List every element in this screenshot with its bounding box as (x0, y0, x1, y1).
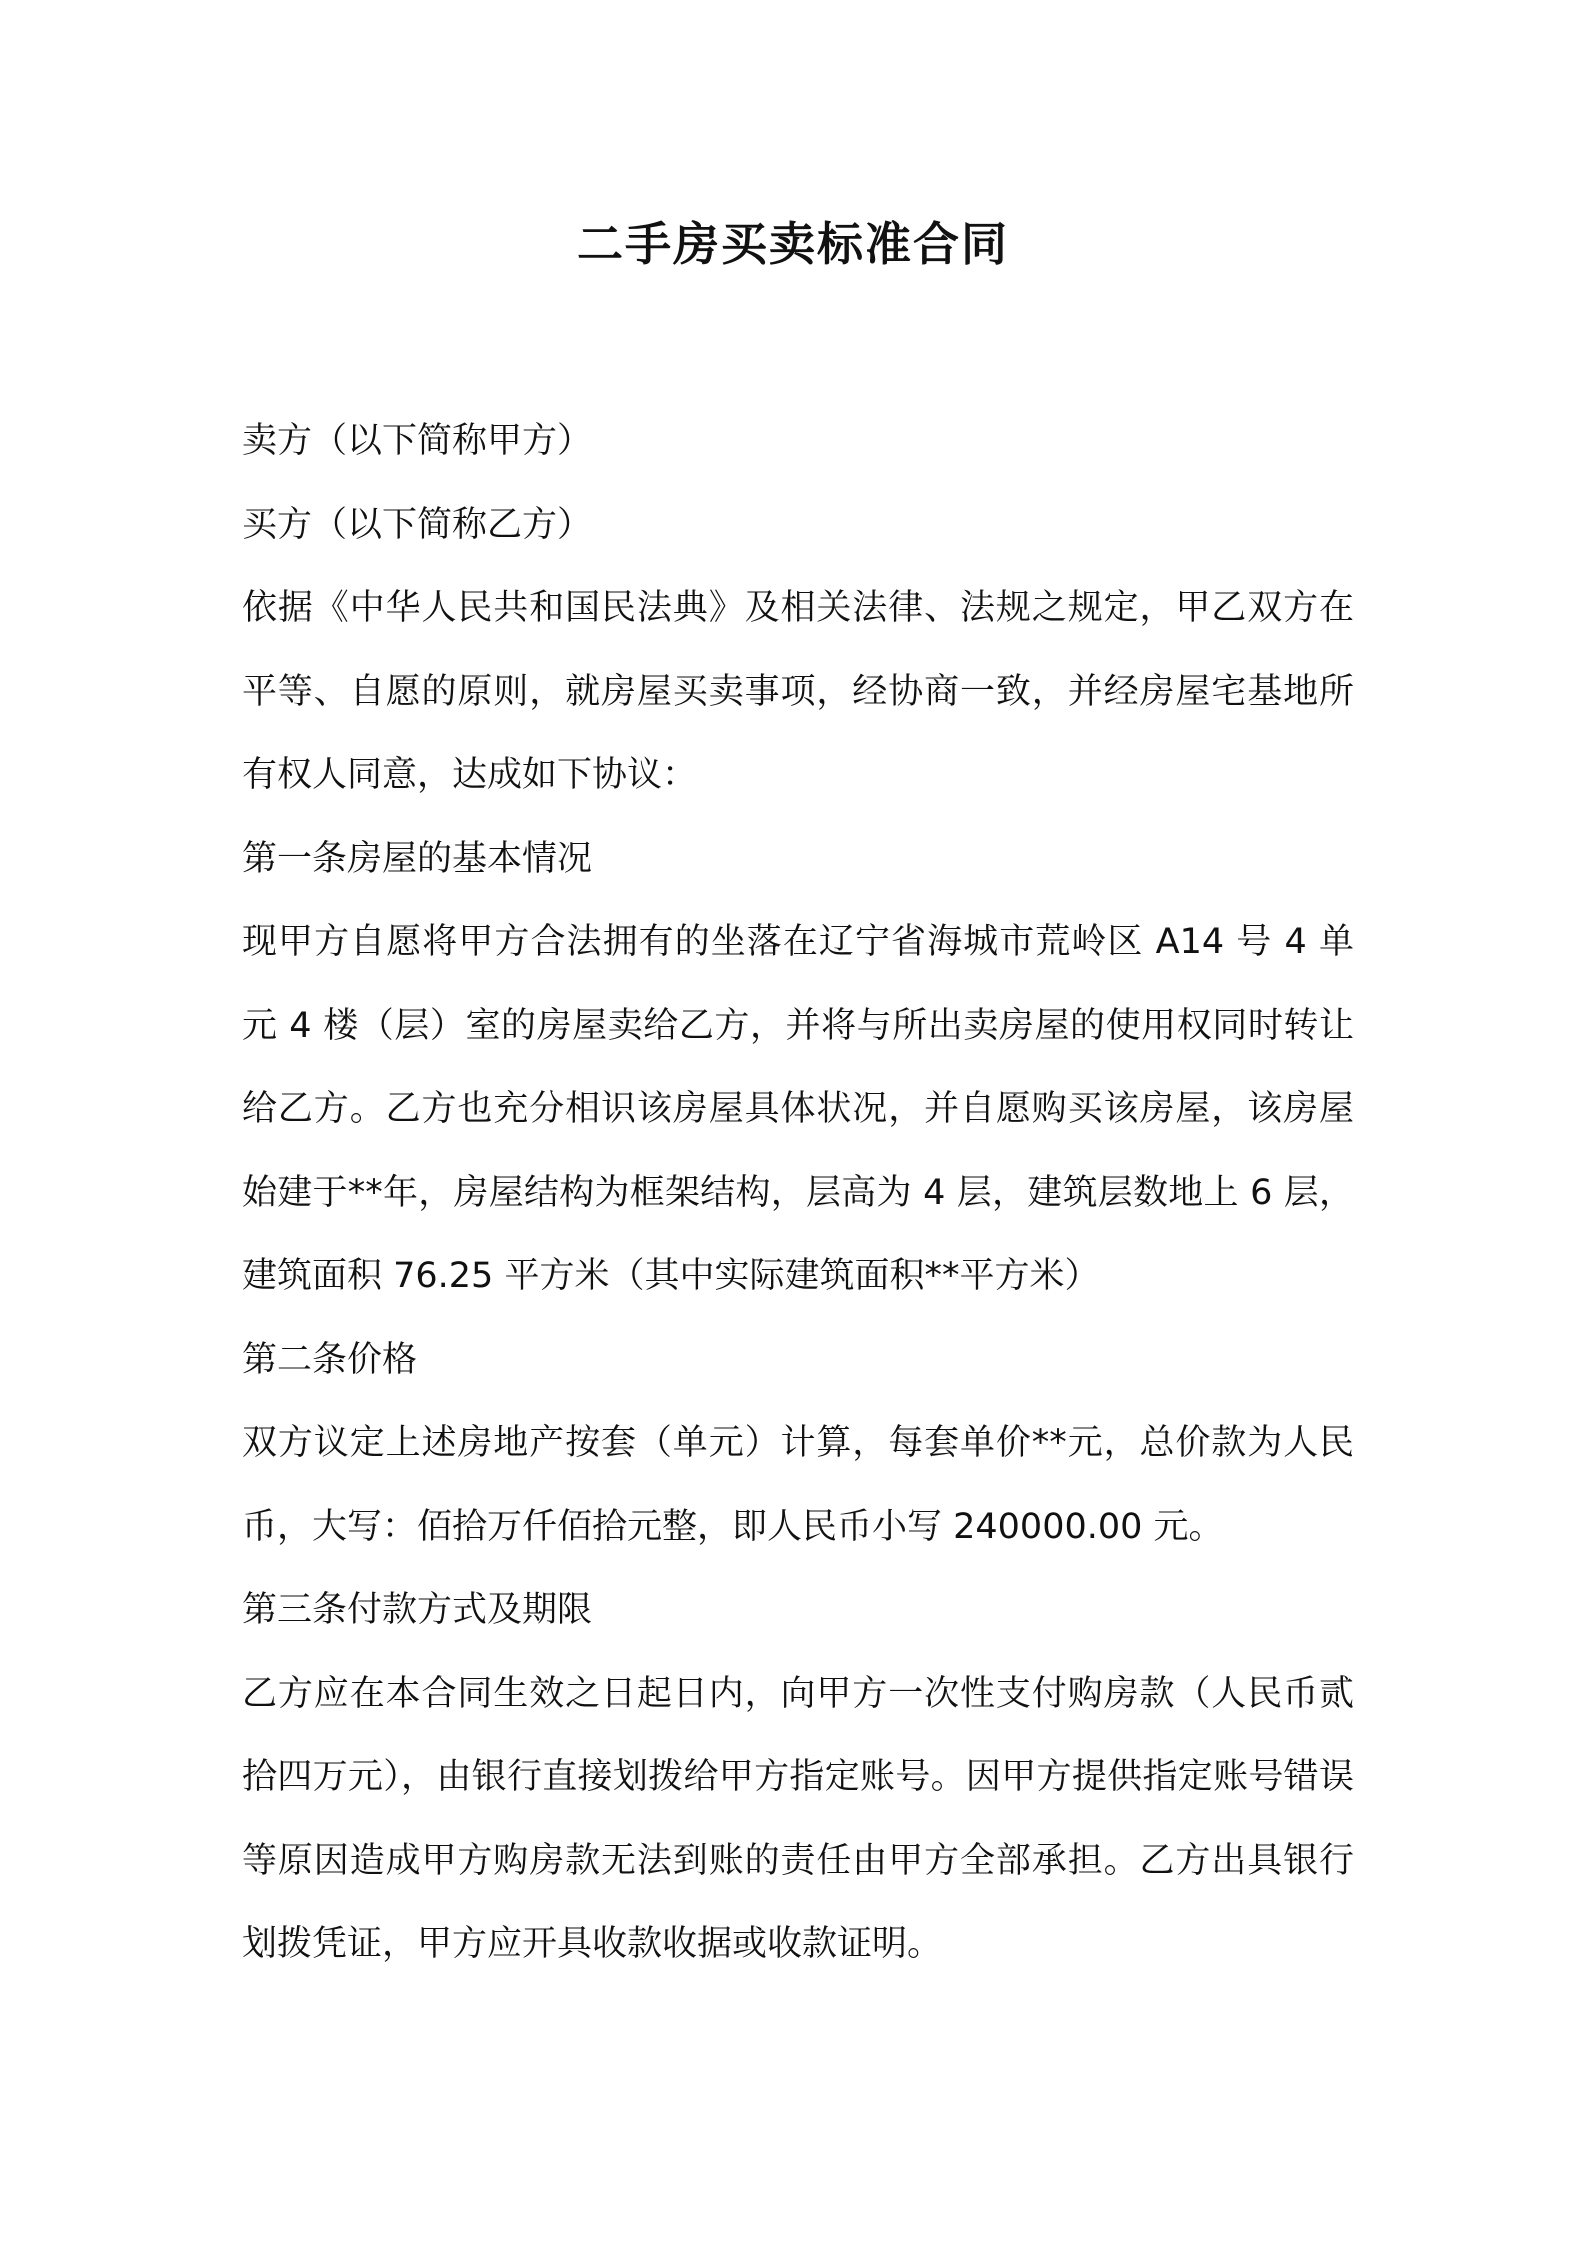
article-2-text: 双方议定上述房地产按套（单元）计算，每套单价**元，总价款为人民币，大写：佰拾万仟佰拾元整，即人民币小写 240000.00 元。 (242, 1423, 1354, 1547)
article-3-text: 乙方应在本合同生效之日起日内，向甲方一次性支付购房款（人民币贰拾四万元），由银行直接划拨给甲方指定账号。因甲方提供指定账号错误等原因造成甲方购房款无法到账的责任由甲方全部承担。乙方出具银行划拨凭证，甲方应开具收款收据或收款证明。 (242, 1673, 1354, 1964)
preamble-paragraph: 依据《中华人民共和国民法典》及相关法律、法规之规定，甲乙双方在平等、自愿的原则，就房屋买卖事项，经协商一致，并经房屋宅基地所有权人同意，达成如下协议： (242, 588, 1354, 795)
seller-line: 卖方（以下简称甲方） (242, 421, 593, 461)
contract-body (242, 400, 1354, 1987)
buyer-line: 买方（以下简称乙方） (242, 504, 593, 545)
article-1-heading: 第一条房屋的基本情况 (242, 838, 593, 879)
document-title: 二手房买卖标准合同 (577, 217, 1009, 271)
article-1-text: 现甲方自愿将甲方合法拥有的坐落在辽宁省海城市荒岭区 A14 号 4 单元 4 楼（层）室的房屋卖给乙方，并将与所出卖房屋的使用权同时转让给乙方。乙方也充分相识该房屋具体状况，并自愿购买该房屋，该房屋始建于**年，房屋结构为框架结构，层高为 4 层，建筑层数地上 6 层，建筑面积 76.25 平方米（其中实际建筑面积**平方米） (242, 922, 1354, 1296)
article-2-heading: 第二条价格 (242, 1339, 418, 1380)
article-3-heading: 第三条付款方式及期限 (242, 1590, 593, 1630)
